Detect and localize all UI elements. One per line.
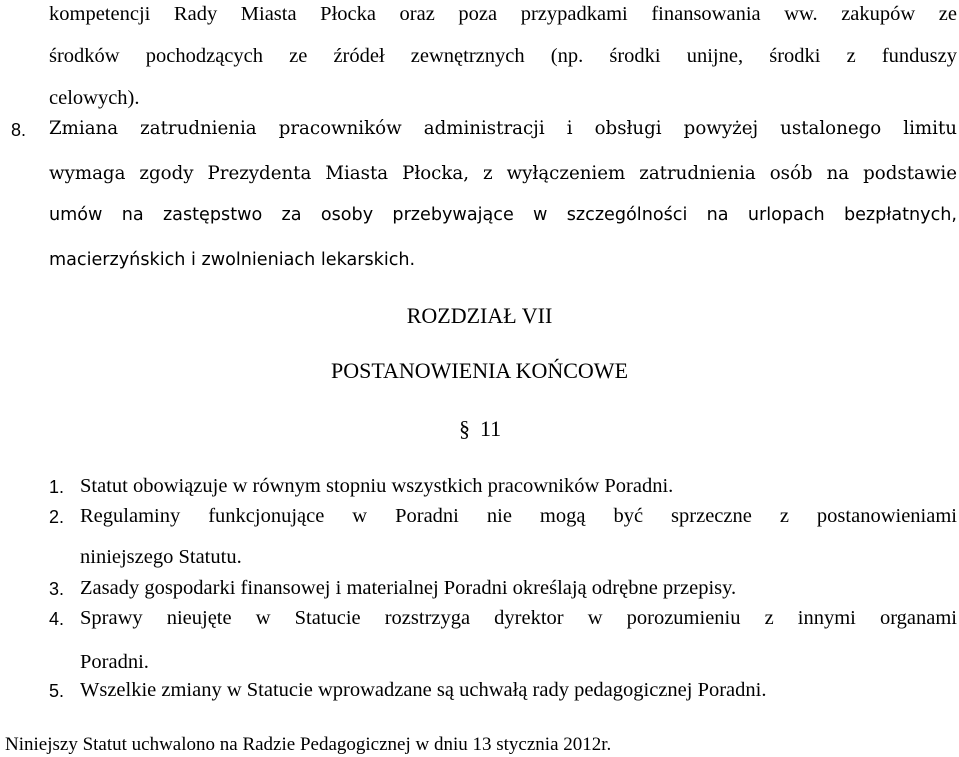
final-item-4-line-1: Sprawy nieujęte w Statucie rozstrzyga dyrektor w porozumieniu z innymi organami <box>80 607 957 629</box>
final-item-3-number: 3. <box>49 579 65 599</box>
item-8-line-1: Zmiana zatrudnienia pracowników administracji i obsługi powyżej ustalonego limitu <box>49 118 957 139</box>
continuation-line-3: celowych). <box>49 87 140 109</box>
item-8-number: 8. <box>11 120 27 140</box>
final-item-5-number: 5. <box>49 681 65 701</box>
item-8-line-4: macierzyńskich i zwolnieniach lekarskich. <box>49 250 416 270</box>
final-item-4-number: 4. <box>49 609 65 629</box>
final-item-2-number: 2. <box>49 507 65 527</box>
final-item-1-number: 1. <box>49 477 65 497</box>
final-item-2-line-2: niniejszego Statutu. <box>80 546 242 568</box>
adoption-note: Niniejszy Statut uchwalono na Radzie Pedagogicznej w dniu 13 stycznia 2012r. <box>5 734 612 755</box>
continuation-line-2: środków pochodzących ze źródeł zewnętrznych (np. środki unijne, środki z funduszy <box>49 45 957 67</box>
final-item-4-line-2: Poradni. <box>80 651 149 673</box>
paragraph-sign-symbol: § <box>459 416 470 441</box>
chapter-subtitle: POSTANOWIENIA KOŃCOWE <box>330 358 629 383</box>
paragraph-number: 11 <box>480 416 502 441</box>
continuation-line-1: kompetencji Rady Miasta Płocka oraz poza przypadkami finansowania ww. zakupów ze <box>49 3 957 25</box>
item-8-line-2: wymaga zgody Prezydenta Miasta Płocka, z wyłączeniem zatrudnienia osób na podstawie <box>49 163 957 184</box>
final-item-1-line-1: Statut obowiązuje w równym stopniu wszystkich pracowników Poradni. <box>80 475 674 497</box>
final-item-2-line-1: Regulaminy funkcjonujące w Poradni nie mogą być sprzeczne z postanowieniami <box>80 505 957 527</box>
paragraph-sign <box>459 416 470 442</box>
final-item-3-line-1: Zasady gospodarki finansowej i materialnej Poradni określają odrębne przepisy. <box>80 577 737 599</box>
item-8-line-3: umów na zastępstwo za osoby przebywające w szczególności na urlopach bezpłatnych, <box>49 205 957 225</box>
final-item-5-line-1: Wszelkie zmiany w Statucie wprowadzane są uchwałą rady pedagogicznej Poradni. <box>80 679 767 701</box>
chapter-title: ROZDZIAŁ VII <box>406 303 553 328</box>
